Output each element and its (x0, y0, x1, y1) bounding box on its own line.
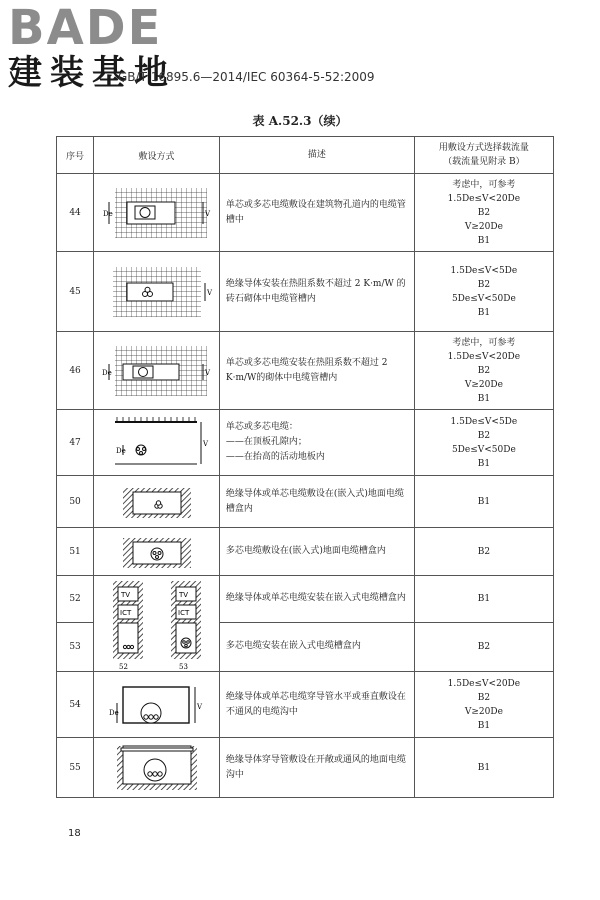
svg-text:V: V (206, 288, 212, 297)
svg-text:V: V (196, 702, 202, 711)
header-reference (414, 137, 553, 174)
method-line: B2 (477, 365, 491, 376)
table-caption: 表 A.52.3（续） (252, 114, 348, 128)
method-line: B2 (477, 692, 491, 703)
row-number: 51 (57, 528, 94, 576)
method-line: 考虑中，可参考 (452, 337, 516, 348)
table-row (57, 672, 554, 738)
page-number: 18 (68, 828, 81, 839)
row-number: 53 (57, 622, 94, 671)
table-row (57, 174, 554, 252)
table-header-row (57, 137, 554, 174)
table-row (57, 528, 554, 576)
logo-chinese: 建装基地 (8, 53, 176, 93)
method-line: 1.5De≤V<20De (447, 193, 521, 204)
method-line: B2 (477, 430, 491, 441)
reference-methods (414, 576, 553, 623)
method-line: B1 (477, 393, 491, 404)
row-description: 绝缘导体或单芯电缆穿导管水平或垂直敷设在不通风的电缆沟中 (219, 672, 414, 738)
cable-installation-table (56, 136, 554, 798)
method-line: B2 (477, 641, 491, 652)
svg-text:V: V (202, 439, 208, 448)
reference-methods (414, 252, 553, 332)
svg-text:V: V (204, 368, 210, 377)
reference-methods (414, 476, 553, 528)
method-line: V≥20De (464, 379, 503, 390)
row-description: 单芯或多芯电缆安装在热阻系数不超过 2 K·m/W的砌体中电缆管槽内 (219, 332, 414, 410)
header-no: 序号 (57, 137, 94, 174)
description-line: 单芯或多芯电缆： (225, 422, 298, 432)
row-description: 绝缘导体或单芯电缆安装在嵌入式电缆槽盒内 (219, 576, 414, 623)
installation-diagram (94, 252, 220, 332)
row-description: 单芯或多芯电缆敷设在建筑物孔道内的电缆管槽中 (219, 174, 414, 252)
method-line: 1.5De≤V<20De (447, 351, 521, 362)
method-line: B1 (477, 720, 491, 731)
installation-diagram (94, 576, 220, 672)
v-label: V (204, 209, 210, 218)
svg-text:De: De (101, 368, 112, 377)
installation-diagram (94, 528, 220, 576)
table-row (57, 252, 554, 332)
installation-diagram (94, 410, 220, 476)
header-reference-line2: （载流量见附录 B） (443, 157, 525, 167)
reference-methods (414, 622, 553, 671)
tv-label: TV (120, 591, 130, 599)
svg-text:ICT: ICT (177, 609, 189, 617)
method-line: B1 (477, 458, 491, 469)
header-description: 描述 (219, 137, 414, 174)
header-reference-line1: 用敷设方式选择载流量 (438, 143, 529, 153)
reference-methods (414, 738, 553, 798)
installation-diagram (94, 672, 220, 738)
installation-diagram (94, 332, 220, 410)
svg-text:De: De (115, 446, 126, 455)
row-description: 绝缘导体安装在热阻系数不超过 2 K·m/W 的砖石砌体中电缆管槽内 (219, 252, 414, 332)
method-line: 5De≤V<50De (451, 444, 516, 455)
method-line: 1.5De≤V<5De (450, 265, 518, 276)
ict-label: ICT (119, 609, 131, 617)
svg-text:TV: TV (178, 591, 188, 599)
method-line: B1 (477, 235, 491, 246)
installation-diagram (94, 738, 220, 798)
method-line: 5De≤V<50De (451, 293, 516, 304)
reference-methods (414, 332, 553, 410)
table-row (57, 332, 554, 410)
reference-methods (414, 528, 553, 576)
method-line: B2 (477, 207, 491, 218)
table-row (57, 576, 554, 623)
row-number: 47 (57, 410, 94, 476)
method-line: 1.5De≤V<20De (447, 678, 521, 689)
row-number: 54 (57, 672, 94, 738)
row-number: 55 (57, 738, 94, 798)
logo-wordmark: BADE (8, 0, 163, 56)
de-label: De (102, 209, 113, 218)
reference-methods (414, 672, 553, 738)
method-line: B1 (477, 593, 491, 604)
method-line: B2 (477, 546, 491, 557)
method-line: V≥20De (464, 706, 503, 717)
standard-number: GB/T 16895.6—2014/IEC 60364-5-52:2009 (118, 70, 375, 84)
row-number: 44 (57, 174, 94, 252)
row-number: 46 (57, 332, 94, 410)
table-row (57, 410, 554, 476)
diagram-number-52: 52 (118, 663, 128, 671)
table-row (57, 476, 554, 528)
row-number: 45 (57, 252, 94, 332)
header-method: 敷设方式 (94, 137, 220, 174)
method-line: B1 (477, 307, 491, 318)
method-line: V≥20De (464, 221, 503, 232)
method-line: B2 (477, 279, 491, 290)
description-line: ——在顶板孔隙内； (225, 437, 307, 447)
method-line: B1 (477, 762, 491, 773)
method-line: 1.5De≤V<5De (450, 416, 518, 427)
row-description: 绝缘导体穿导管敷设在开敞或通风的地面电缆沟中 (219, 738, 414, 798)
method-line: B1 (477, 496, 491, 507)
row-description: 多芯电缆安装在嵌入式电缆槽盒内 (219, 622, 414, 671)
installation-diagram (94, 476, 220, 528)
installation-diagram (94, 174, 220, 252)
method-line: 考虑中，可参考 (452, 179, 516, 190)
diagram-number-53: 53 (178, 663, 188, 671)
row-description: 多芯电缆敷设在(嵌入式)地面电缆槽盒内 (219, 528, 414, 576)
row-description (219, 410, 414, 476)
reference-methods (414, 174, 553, 252)
svg-text:De: De (108, 708, 119, 717)
description-line: ——在抬高的活动地板内 (225, 452, 325, 462)
row-number: 50 (57, 476, 94, 528)
row-number: 52 (57, 576, 94, 623)
row-description: 绝缘导体或单芯电缆敷设在(嵌入式)地面电缆槽盒内 (219, 476, 414, 528)
reference-methods (414, 410, 553, 476)
table-row (57, 738, 554, 798)
